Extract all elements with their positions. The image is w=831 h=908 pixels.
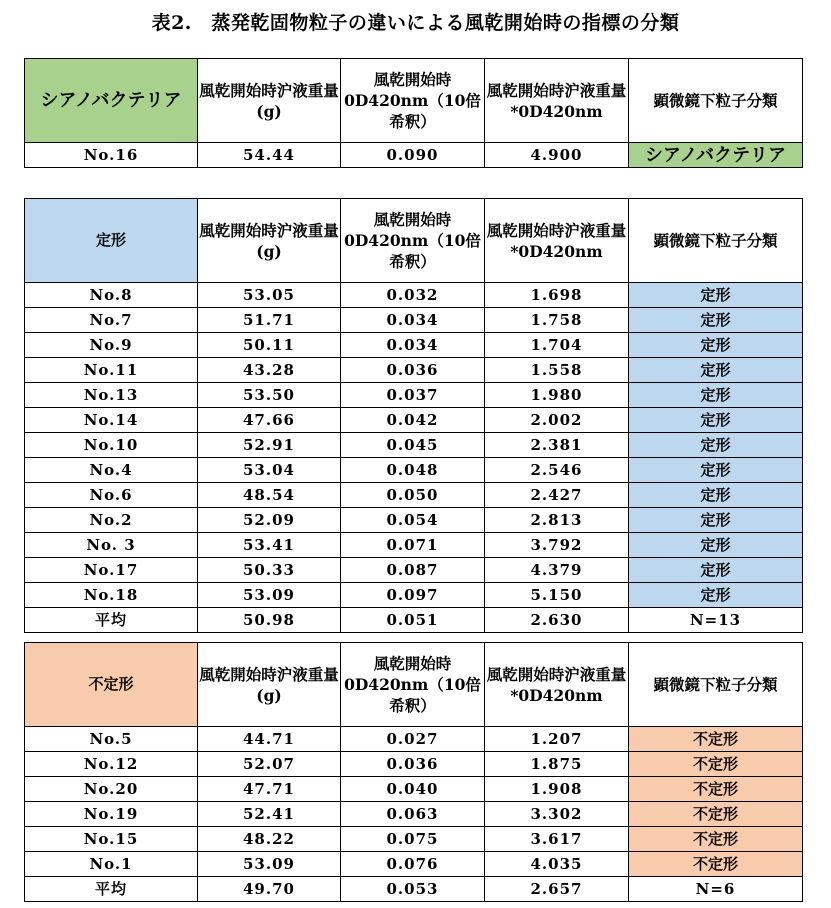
cell-od: 0.037 (341, 383, 485, 408)
header-weight: 風乾開始時沪液重量(g) (198, 199, 341, 283)
cell-weight: 47.71 (198, 777, 341, 802)
cell-od: 0.034 (341, 333, 485, 358)
cell-product: 1.908 (485, 777, 629, 802)
cell-od: 0.034 (341, 308, 485, 333)
header-classification: 顕微鏡下粒子分類 (629, 643, 803, 727)
header-weight: 風乾開始時沪液重量(g) (198, 59, 341, 143)
cell-product: 1.558 (485, 358, 629, 383)
cell-class: 定形 (629, 558, 803, 583)
cell-weight: 43.28 (198, 358, 341, 383)
cell-class: 不定形 (629, 827, 803, 852)
table-row (25, 508, 803, 533)
cell-class: 定形 (629, 433, 803, 458)
cell-class: 定形 (629, 283, 803, 308)
cell-sample: No.8 (25, 283, 198, 308)
table-row (25, 777, 803, 802)
cell-sample: No.11 (25, 358, 198, 383)
table-row (25, 283, 803, 308)
cell-sample: No.5 (25, 727, 198, 752)
cell-sample: No.15 (25, 827, 198, 852)
cell-weight: 53.41 (198, 533, 341, 558)
table-row (25, 143, 803, 168)
cell-weight: 53.05 (198, 283, 341, 308)
cell-product: 3.617 (485, 827, 629, 852)
table-row (25, 333, 803, 358)
cell-class: 不定形 (629, 727, 803, 752)
cell-class: 不定形 (629, 802, 803, 827)
header-od: 風乾開始時0D420nm（10倍希釈） (341, 59, 485, 143)
average-row (25, 608, 803, 633)
cell-sample: No.18 (25, 583, 198, 608)
cell-weight: 48.22 (198, 827, 341, 852)
cell-class: シアノバクテリア (629, 143, 803, 168)
sample-count: N=6 (629, 877, 803, 902)
cell-od: 0.040 (341, 777, 485, 802)
cell-od: 0.036 (341, 358, 485, 383)
cell-od: 0.075 (341, 827, 485, 852)
cell-product: 1.207 (485, 727, 629, 752)
cell-class: 定形 (629, 483, 803, 508)
cell-weight: 51.71 (198, 308, 341, 333)
cell-sample: No. 3 (25, 533, 198, 558)
header-od: 風乾開始時0D420nm（10倍希釈） (341, 643, 485, 727)
cell-product: 1.758 (485, 308, 629, 333)
cell-product: 4.900 (485, 143, 629, 168)
average-od: 0.053 (341, 877, 485, 902)
cell-od: 0.054 (341, 508, 485, 533)
cell-od: 0.097 (341, 583, 485, 608)
cell-class: 不定形 (629, 752, 803, 777)
header-od: 風乾開始時0D420nm（10倍希釈） (341, 199, 485, 283)
sample-count: N=13 (629, 608, 803, 633)
cell-sample: No.1 (25, 852, 198, 877)
table-row (25, 308, 803, 333)
table-row (25, 752, 803, 777)
average-label: 平均 (25, 608, 198, 633)
cell-weight: 53.50 (198, 383, 341, 408)
cell-od: 0.027 (341, 727, 485, 752)
cell-class: 定形 (629, 358, 803, 383)
cell-sample: No.19 (25, 802, 198, 827)
cell-od: 0.048 (341, 458, 485, 483)
header-weight: 風乾開始時沪液重量(g) (198, 643, 341, 727)
cell-sample: No.16 (25, 143, 198, 168)
table-row (25, 458, 803, 483)
cell-weight: 50.33 (198, 558, 341, 583)
cell-class: 定形 (629, 308, 803, 333)
cell-class: 定形 (629, 458, 803, 483)
cell-product: 1.698 (485, 283, 629, 308)
cell-od: 0.036 (341, 752, 485, 777)
category-header-fixed: 定形 (25, 199, 198, 283)
cell-sample: No.7 (25, 308, 198, 333)
cell-product: 3.792 (485, 533, 629, 558)
table-row (25, 827, 803, 852)
cell-od: 0.063 (341, 802, 485, 827)
cell-class: 定形 (629, 583, 803, 608)
cell-class: 定形 (629, 508, 803, 533)
cell-product: 3.302 (485, 802, 629, 827)
cell-weight: 52.07 (198, 752, 341, 777)
header-product: 風乾開始時沪液重量*0D420nm (485, 59, 629, 143)
cell-weight: 54.44 (198, 143, 341, 168)
header-product: 風乾開始時沪液重量*0D420nm (485, 199, 629, 283)
average-od: 0.051 (341, 608, 485, 633)
cell-product: 4.379 (485, 558, 629, 583)
cell-weight: 52.09 (198, 508, 341, 533)
average-weight: 49.70 (198, 877, 341, 902)
cell-product: 2.002 (485, 408, 629, 433)
cell-product: 5.150 (485, 583, 629, 608)
header-classification: 顕微鏡下粒子分類 (629, 199, 803, 283)
table-row (25, 583, 803, 608)
cell-sample: No.10 (25, 433, 198, 458)
table-row (25, 533, 803, 558)
cell-weight: 53.09 (198, 583, 341, 608)
average-label: 平均 (25, 877, 198, 902)
cell-weight: 52.91 (198, 433, 341, 458)
cell-product: 1.704 (485, 333, 629, 358)
cell-product: 2.813 (485, 508, 629, 533)
cell-weight: 53.04 (198, 458, 341, 483)
cell-weight: 50.11 (198, 333, 341, 358)
cell-od: 0.090 (341, 143, 485, 168)
cell-weight: 53.09 (198, 852, 341, 877)
average-product: 2.630 (485, 608, 629, 633)
cell-product: 2.546 (485, 458, 629, 483)
average-product: 2.657 (485, 877, 629, 902)
amorphous-table (24, 642, 803, 902)
cell-od: 0.071 (341, 533, 485, 558)
table-title: 表2. 蒸発乾固物粒子の違いによる風乾開始時の指標の分類 (151, 12, 680, 34)
table-row (25, 408, 803, 433)
table-row (25, 727, 803, 752)
cell-sample: No.9 (25, 333, 198, 358)
cell-od: 0.050 (341, 483, 485, 508)
cell-sample: No.17 (25, 558, 198, 583)
cell-class: 定形 (629, 383, 803, 408)
cyanobacteria-table (24, 58, 803, 168)
cell-od: 0.045 (341, 433, 485, 458)
cell-weight: 48.54 (198, 483, 341, 508)
cell-od: 0.032 (341, 283, 485, 308)
table-row (25, 358, 803, 383)
cell-class: 定形 (629, 533, 803, 558)
cell-product: 4.035 (485, 852, 629, 877)
cell-od: 0.076 (341, 852, 485, 877)
table-row (25, 383, 803, 408)
cell-class: 不定形 (629, 777, 803, 802)
average-row (25, 877, 803, 902)
cell-product: 1.980 (485, 383, 629, 408)
table-row (25, 483, 803, 508)
cell-sample: No.6 (25, 483, 198, 508)
cell-product: 1.875 (485, 752, 629, 777)
cell-weight: 44.71 (198, 727, 341, 752)
cell-od: 0.042 (341, 408, 485, 433)
category-header-amorphous: 不定形 (25, 643, 198, 727)
cell-sample: No.12 (25, 752, 198, 777)
table-row (25, 558, 803, 583)
table-row (25, 852, 803, 877)
cell-class: 定形 (629, 408, 803, 433)
table-row (25, 433, 803, 458)
cell-class: 定形 (629, 333, 803, 358)
table-row (25, 802, 803, 827)
cell-sample: No.14 (25, 408, 198, 433)
cell-sample: No.13 (25, 383, 198, 408)
cell-sample: No.2 (25, 508, 198, 533)
fixed-shape-table (24, 198, 803, 633)
header-product: 風乾開始時沪液重量*0D420nm (485, 643, 629, 727)
header-classification: 顕微鏡下粒子分類 (629, 59, 803, 143)
category-header-cyanobacteria: シアノバクテリア (25, 59, 198, 143)
cell-product: 2.381 (485, 433, 629, 458)
cell-weight: 47.66 (198, 408, 341, 433)
cell-sample: No.20 (25, 777, 198, 802)
cell-sample: No.4 (25, 458, 198, 483)
cell-weight: 52.41 (198, 802, 341, 827)
average-weight: 50.98 (198, 608, 341, 633)
cell-product: 2.427 (485, 483, 629, 508)
cell-od: 0.087 (341, 558, 485, 583)
cell-class: 不定形 (629, 852, 803, 877)
